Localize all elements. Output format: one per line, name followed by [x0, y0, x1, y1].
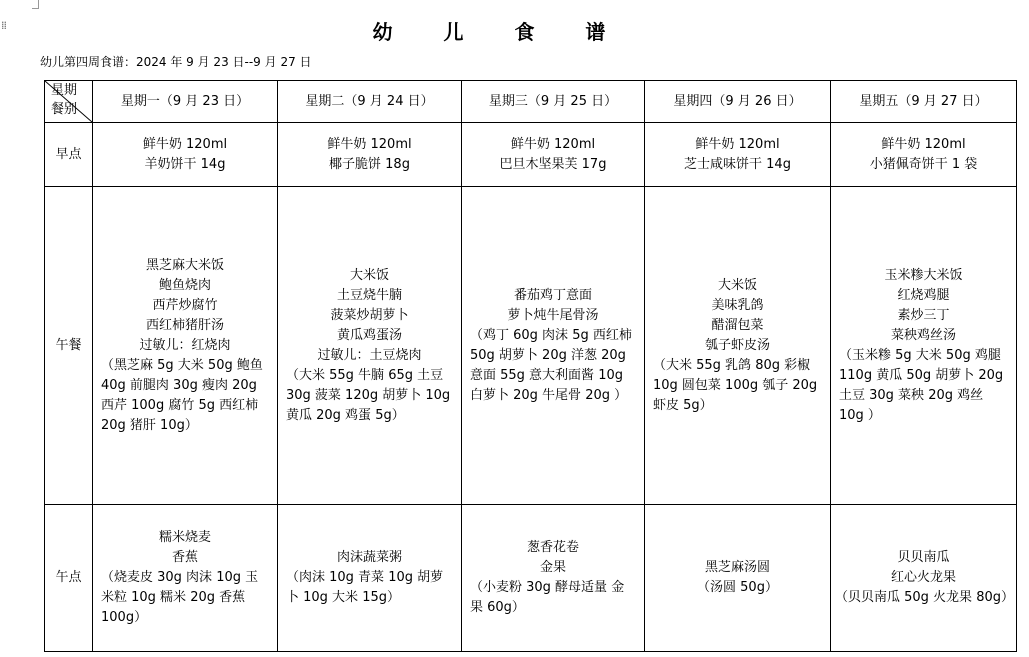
lunch-row	[45, 187, 1017, 505]
dish: 番茄鸡丁意面	[513, 287, 592, 303]
menu-item: 芝士咸味饼干 14g	[684, 156, 791, 172]
ingredients: （大米 55g 牛腩 65g 土豆 30g 菠菜 120g 胡萝卜 10g 黄瓜 20g 鸡蛋 5g）	[286, 367, 451, 423]
dish: 醋溜包菜	[711, 317, 764, 333]
ingredients: （贝贝南瓜 50g 火龙果 80g）	[835, 590, 1014, 605]
dish: 美味乳鸽	[711, 297, 764, 313]
menu-subtitle: 幼儿第四周食谱：2024 年 9 月 23 日--9 月 27 日	[40, 55, 312, 69]
menu-cell	[462, 123, 645, 187]
dish: 过敏儿：红烧肉	[139, 337, 231, 353]
menu-cell	[645, 123, 831, 187]
menu-item: 鲜牛奶 120ml	[327, 136, 412, 152]
dish: 菜秧鸡丝汤	[890, 327, 956, 343]
menu-cell	[278, 505, 462, 652]
menu-cell	[645, 187, 831, 505]
day-header: 星期一（9 月 23 日）	[93, 81, 278, 123]
dish: 素炒三丁	[897, 307, 950, 323]
ingredients: （玉米糁 5g 大米 50g 鸡腿 110g 黄瓜 50g 胡萝卜 20g 土豆 30g 菜秧 20g 鸡丝 10g ）	[839, 347, 1004, 423]
dish: 金果	[539, 560, 566, 575]
menu-cell	[93, 123, 278, 187]
page-corner-mark	[32, 8, 39, 9]
menu-item: 小猪佩奇饼干 1 袋	[869, 156, 978, 172]
menu-item: 椰子脆饼 18g	[329, 156, 410, 172]
menu-item: 鲜牛奶 120ml	[881, 136, 966, 152]
day-header: 星期四（9 月 26 日）	[645, 81, 831, 123]
menu-cell	[831, 123, 1017, 187]
dish: 红心火龙果	[890, 570, 956, 585]
table-header-row	[45, 81, 1017, 123]
meal-label-lunch: 午餐	[45, 187, 93, 505]
ingredients: （肉沫 10g 青菜 10g 胡萝卜 10g 大米 15g）	[286, 570, 444, 605]
menu-item: 鲜牛奶 120ml	[142, 136, 228, 152]
dish: 糯米烧麦	[158, 530, 211, 545]
meal-label-snack: 午点	[45, 505, 93, 652]
corner-label-meal: 餐别	[51, 102, 78, 117]
meal-label-breakfast: 早点	[45, 123, 93, 187]
breakfast-row	[45, 123, 1017, 187]
dish: 土豆烧牛腩	[336, 287, 402, 303]
menu-cell	[93, 187, 278, 505]
dish: 瓠子虾皮汤	[704, 337, 770, 353]
dish: 萝卜炖牛尾骨汤	[507, 307, 599, 323]
page-title: 幼 儿 食 谱	[372, 20, 628, 44]
dish: 菠菜炒胡萝卜	[330, 307, 409, 323]
dish: 西芹炒腐竹	[152, 297, 218, 313]
ingredients: （烧麦皮 30g 肉沫 10g 玉米粒 10g 糯米 20g 香蕉 100g）	[101, 570, 259, 625]
ingredients: （汤圆 50g）	[697, 580, 778, 595]
day-header: 星期二（9 月 24 日）	[278, 81, 462, 123]
dish: 黄瓜鸡蛋汤	[336, 327, 402, 343]
menu-cell	[831, 505, 1017, 652]
menu-cell	[831, 187, 1017, 505]
menu-cell	[645, 505, 831, 652]
dish: 肉沫蔬菜粥	[336, 550, 402, 565]
ingredients: （大米 55g 乳鸽 80g 彩椒 10g 圆包菜 100g 瓠子 20g 虾皮 5g）	[653, 357, 818, 413]
dish: 贝贝南瓜	[897, 550, 950, 565]
dish: 红烧鸡腿	[897, 287, 950, 303]
weekly-menu-table	[44, 80, 1017, 652]
menu-item: 鲜牛奶 120ml	[510, 136, 596, 152]
dish: 大米饭	[349, 267, 389, 283]
menu-item: 鲜牛奶 120ml	[695, 136, 780, 152]
day-header: 星期三（9 月 25 日）	[462, 81, 645, 123]
ingredients: （鸡丁 60g 肉沫 5g 西红柿 50g 胡萝卜 20g 洋葱 20g 意面 55g 意大利面酱 10g 白萝卜 20g 牛尾骨 20g ）	[470, 327, 632, 403]
menu-cell	[462, 505, 645, 652]
table-move-handle-icon[interactable]: ⁞⁞	[1, 19, 6, 32]
menu-cell	[93, 505, 278, 652]
menu-item: 羊奶饼干 14g	[144, 156, 226, 172]
dish: 西红柿猪肝汤	[145, 317, 224, 333]
menu-cell	[278, 123, 462, 187]
dish: 黑芝麻大米饭	[145, 257, 224, 273]
dish: 香蕉	[171, 550, 198, 565]
menu-cell	[278, 187, 462, 505]
day-header: 星期五（9 月 27 日）	[831, 81, 1017, 123]
dish: 大米饭	[717, 277, 757, 293]
dish: 葱香花卷	[526, 540, 579, 555]
menu-item: 巴旦木坚果芙 17g	[499, 156, 607, 172]
corner-label-weekday: 星期	[51, 83, 78, 98]
ingredients: （黑芝麻 5g 大米 50g 鲍鱼 40g 前腿肉 30g 瘦肉 20g 西芹 100g 腐竹 5g 西红柿 20g 猪肝 10g）	[101, 357, 263, 433]
dish: 黑芝麻汤圆	[704, 560, 770, 575]
snack-row	[45, 505, 1017, 652]
menu-cell	[462, 187, 645, 505]
dish: 玉米糁大米饭	[884, 267, 963, 283]
dish: 过敏儿：土豆烧肉	[317, 347, 422, 363]
dish: 鲍鱼烧肉	[158, 277, 211, 293]
ingredients: （小麦粉 30g 酵母适量 金果 60g）	[470, 580, 625, 615]
page-corner-mark	[38, 0, 39, 8]
corner-header-cell	[45, 81, 93, 123]
